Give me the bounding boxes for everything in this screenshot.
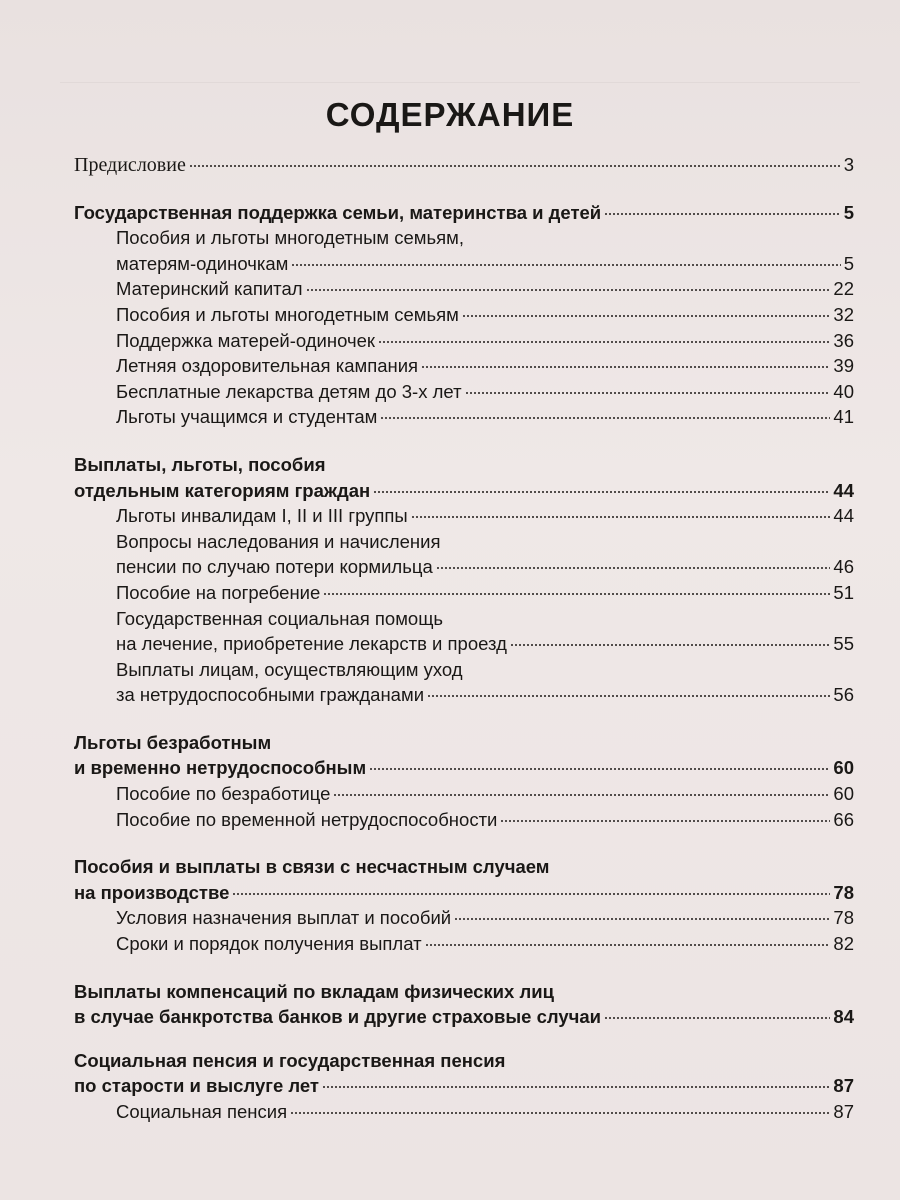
toc-section-label-line1: Социальная пенсия и государственная пенсия bbox=[74, 1049, 506, 1071]
table-of-contents bbox=[74, 152, 854, 1125]
toc-entry-label: Пособие на погребение bbox=[116, 581, 321, 603]
leader-dots bbox=[369, 768, 830, 770]
leader-dots bbox=[189, 165, 841, 167]
toc-entry-label: Сроки и порядок получения выплат bbox=[116, 933, 422, 955]
toc-entry-line1 bbox=[74, 606, 854, 632]
toc-entry-survivor-pension bbox=[74, 554, 854, 580]
toc-entry-page: 82 bbox=[833, 933, 854, 955]
toc-entry-social-help bbox=[74, 631, 854, 657]
toc-entry-line1 bbox=[74, 529, 854, 555]
toc-entry-label: на лечение, приобретение лекарств и проезд bbox=[116, 633, 507, 655]
toc-entry-page: 66 bbox=[833, 808, 854, 830]
toc-entry-label: Пособия и льготы многодетным семьям bbox=[116, 303, 459, 325]
leader-dots bbox=[380, 417, 830, 419]
toc-entry-label: за нетрудоспособными гражданами bbox=[116, 684, 425, 706]
toc-entry-page: 40 bbox=[833, 380, 854, 402]
toc-entry-terms bbox=[74, 931, 854, 957]
toc-section-label-line1: Пособия и выплаты в связи с несчастным случаем bbox=[74, 856, 550, 878]
toc-entry-conditions bbox=[74, 905, 854, 931]
leader-dots bbox=[232, 893, 830, 895]
toc-entry-page: 3 bbox=[843, 154, 854, 175]
toc-section-line1 bbox=[74, 452, 854, 478]
page-title: СОДЕРЖАНИЕ bbox=[325, 96, 575, 133]
toc-entry-label: Условия назначения выплат и пособий bbox=[116, 907, 452, 929]
toc-section-label: и временно нетрудоспособным bbox=[74, 757, 367, 779]
toc-entry-page: 22 bbox=[833, 278, 854, 300]
toc-entry-line1 bbox=[74, 225, 854, 251]
leader-dots bbox=[323, 593, 830, 595]
leader-dots bbox=[510, 644, 831, 646]
toc-entry-label: Материнский капитал bbox=[116, 278, 303, 300]
toc-section-label-line1: Выплаты, льготы, пособия bbox=[74, 453, 326, 475]
toc-entry-label: пенсии по случаю потери кормильца bbox=[116, 556, 433, 578]
toc-entry-page: 51 bbox=[833, 581, 854, 603]
toc-entry-label: Предисловие bbox=[74, 154, 186, 176]
toc-section-unemployed bbox=[74, 755, 854, 781]
toc-entry-students bbox=[74, 404, 854, 430]
toc-entry-page: 78 bbox=[833, 907, 854, 929]
toc-entry-page: 5 bbox=[843, 201, 854, 223]
toc-entry-label: Поддержка матерей-одиночек bbox=[116, 329, 376, 351]
toc-entry-label: Социальная пенсия bbox=[116, 1101, 288, 1122]
toc-entry-page: 41 bbox=[833, 406, 854, 428]
toc-entry-single-mothers bbox=[74, 251, 854, 277]
leader-dots bbox=[322, 1086, 830, 1088]
leader-dots bbox=[425, 944, 831, 946]
toc-entry-preface bbox=[74, 152, 854, 178]
toc-entry-label: Льготы инвалидам I, II и III группы bbox=[116, 505, 408, 527]
leader-dots bbox=[462, 315, 831, 317]
toc-entry-unemployment-benefit bbox=[74, 781, 854, 807]
leader-dots bbox=[290, 1112, 830, 1114]
toc-entry-sick-leave bbox=[74, 807, 854, 833]
toc-section-label: Государственная поддержка семьи, материнства и детей bbox=[74, 201, 602, 223]
leader-dots bbox=[333, 794, 830, 796]
toc-entry-page: 87 bbox=[833, 1101, 854, 1122]
leader-dots bbox=[604, 1017, 830, 1019]
toc-entry-page: 32 bbox=[833, 303, 854, 325]
toc-entry-single-mothers-support bbox=[74, 328, 854, 354]
toc-section-label: отдельным категориям граждан bbox=[74, 479, 371, 501]
toc-entry-page: 55 bbox=[833, 633, 854, 655]
toc-entry-label: Бесплатные лекарства детям до 3-х лет bbox=[116, 380, 462, 402]
toc-entry-social-pension bbox=[74, 1099, 854, 1125]
toc-section-accidents bbox=[74, 880, 854, 906]
toc-entry-page: 46 bbox=[833, 556, 854, 578]
toc-entry-page: 56 bbox=[833, 684, 854, 706]
toc-entry-label: матерям-одиночкам bbox=[116, 252, 289, 274]
leader-dots bbox=[436, 567, 831, 569]
toc-entry-label-line1: Вопросы наследования и начисления bbox=[116, 530, 441, 552]
leader-dots bbox=[465, 392, 831, 394]
toc-section-label-line1: Льготы безработным bbox=[74, 731, 272, 753]
toc-entry-page: 44 bbox=[833, 479, 854, 501]
toc-entry-summer-campaign bbox=[74, 353, 854, 379]
toc-entry-page: 84 bbox=[833, 1006, 854, 1028]
toc-section-label: на производстве bbox=[74, 881, 230, 903]
toc-entry-label-line1: Государственная социальная помощь bbox=[116, 607, 444, 629]
toc-entry-line1 bbox=[74, 657, 854, 683]
leader-dots bbox=[604, 213, 841, 215]
toc-entry-page: 87 bbox=[833, 1075, 854, 1097]
toc-entry-caregivers bbox=[74, 682, 854, 708]
leader-dots bbox=[454, 918, 830, 920]
toc-section-label-line1: Выплаты компенсаций по вкладам физических лиц bbox=[74, 980, 554, 1002]
leader-dots bbox=[427, 695, 830, 697]
leader-dots bbox=[411, 516, 831, 518]
leader-dots bbox=[306, 289, 831, 291]
toc-entry-funeral bbox=[74, 580, 854, 606]
toc-entry-maternity-capital bbox=[74, 276, 854, 302]
toc-section-deposits bbox=[74, 1004, 854, 1030]
toc-entry-label-line1: Выплаты лицам, осуществляющим уход bbox=[116, 658, 463, 680]
toc-entry-page: 78 bbox=[833, 881, 854, 903]
toc-entry-page: 60 bbox=[833, 757, 854, 779]
toc-entry-label: Летняя оздоровительная кампания bbox=[116, 355, 419, 377]
toc-entry-page: 5 bbox=[843, 252, 854, 274]
toc-section-line1 bbox=[74, 854, 854, 880]
toc-entry-page: 36 bbox=[833, 329, 854, 351]
toc-section-line1 bbox=[74, 979, 854, 1005]
toc-entry-disabled bbox=[74, 503, 854, 529]
toc-section-categories bbox=[74, 478, 854, 504]
leader-dots bbox=[291, 264, 840, 266]
toc-entry-label-line1: Пособия и льготы многодетным семьям, bbox=[116, 227, 464, 249]
toc-entry-large-families bbox=[74, 302, 854, 328]
toc-section-label: в случае банкротства банков и другие страховые случаи bbox=[74, 1006, 602, 1028]
toc-section-pension bbox=[74, 1073, 854, 1099]
toc-entry-page: 39 bbox=[833, 355, 854, 377]
toc-entry-page: 44 bbox=[833, 505, 854, 527]
leader-dots bbox=[500, 820, 830, 822]
toc-entry-label: Льготы учащимся и студентам bbox=[116, 406, 378, 428]
toc-section-label: по старости и выслуге лет bbox=[74, 1075, 319, 1097]
toc-section-family-support bbox=[74, 200, 854, 226]
toc-section-line1 bbox=[74, 1048, 854, 1074]
toc-entry-page: 60 bbox=[833, 783, 854, 805]
toc-entry-label: Пособие по безработице bbox=[116, 783, 331, 805]
leader-dots bbox=[378, 341, 830, 343]
toc-entry-label: Пособие по временной нетрудоспособности bbox=[116, 808, 498, 830]
toc-section-line1 bbox=[74, 730, 854, 756]
toc-entry-free-medicine bbox=[74, 379, 854, 405]
bleed-through-header bbox=[60, 62, 860, 83]
leader-dots bbox=[373, 491, 830, 493]
leader-dots bbox=[421, 366, 830, 368]
